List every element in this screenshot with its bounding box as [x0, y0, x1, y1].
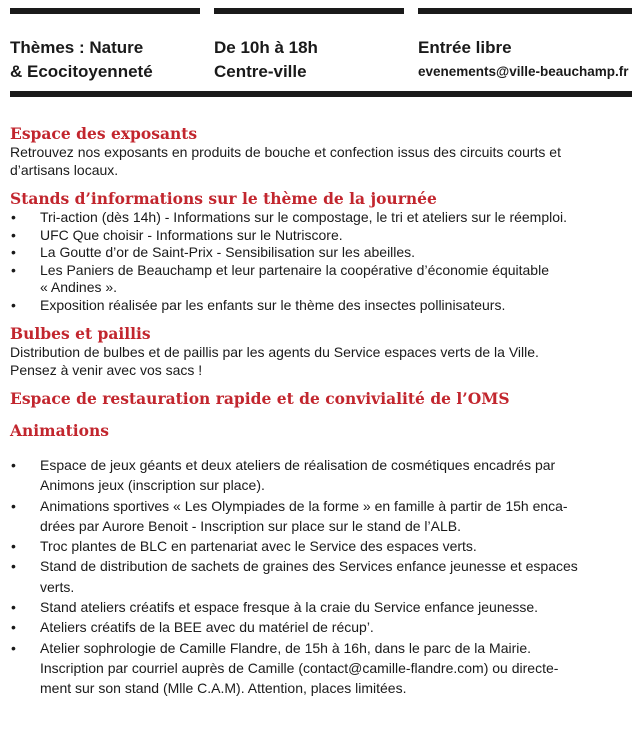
list-item	[10, 262, 635, 297]
list-item-line: La Goutte d’or de Saint-Prix - Sensibilisation sur les abeilles.	[40, 244, 416, 260]
list-item-line: verts.	[40, 578, 75, 595]
divider	[214, 8, 404, 14]
paragraph-line: Pensez à venir avec vos sacs !	[10, 361, 203, 378]
entry-text	[418, 36, 632, 84]
section-title: Stands d’informations sur le thème de la journée	[10, 189, 437, 208]
themes-column	[10, 8, 200, 84]
list-item	[10, 597, 635, 617]
section-animations	[10, 421, 635, 699]
bullet-icon: •	[11, 497, 16, 514]
list-item	[10, 209, 635, 227]
list-item-line: Stand ateliers créatifs et espace fresque à la craie du Service enfance jeunesse.	[40, 599, 539, 616]
list-item	[10, 297, 635, 315]
stands-list	[10, 209, 635, 314]
paragraph-line: Retrouvez nos exposants en produits de bouche et confection issus des circuits courts et	[10, 144, 561, 160]
list-item	[10, 617, 635, 637]
bullet-icon: •	[11, 599, 16, 616]
list-item-line: Inscription par courriel auprès de Camille (contact@camille-flandre.com) ou directe-	[40, 659, 559, 676]
section-title: Espace de restauration rapide et de convivialité de l’OMS	[10, 389, 510, 408]
paragraph-line: d’artisans locaux.	[10, 161, 119, 178]
divider	[10, 91, 632, 97]
bullet-icon: •	[11, 619, 16, 636]
info-bar	[0, 0, 644, 100]
paragraph-line: Distribution de bulbes et de paillis par les agents du Service espaces verts de la Ville.	[10, 344, 539, 360]
themes-line: Thèmes : Nature	[10, 38, 144, 57]
bullet-icon: •	[11, 558, 16, 575]
list-item-line: Les Paniers de Beauchamp et leur partenaire la coopérative d’économie équitable	[40, 261, 549, 278]
list-item-line: Animations sportives « Les Olympiades de la forme » en famille à partir de 15h enca-	[40, 497, 568, 514]
section-restauration	[10, 389, 635, 409]
entry-column	[418, 8, 632, 84]
section-stands	[10, 189, 635, 314]
list-item-line: Exposition réalisée par les enfants sur le thème des insectes pollinisateurs.	[40, 296, 506, 313]
bullet-icon: •	[11, 639, 16, 656]
bullet-icon: •	[11, 296, 16, 313]
list-item	[10, 244, 635, 262]
list-item	[10, 638, 635, 699]
themes-line: & Ecocitoyenneté	[10, 62, 153, 81]
list-item-line: Troc plantes de BLC en partenariat avec le Service des espaces verts.	[40, 538, 477, 555]
list-item-line: Ateliers créatifs de la BEE avec du matériel de récup’.	[40, 619, 374, 636]
bullet-icon: •	[11, 538, 16, 555]
section-exposants	[10, 124, 635, 179]
section-title: Espace des exposants	[10, 124, 198, 143]
list-item-line: UFC Que choisir - Informations sur le Nutriscore.	[40, 226, 343, 243]
list-item-line: ment sur son stand (Mlle C.A.M). Attention, places limitées.	[40, 680, 407, 697]
entry-line: Entrée libre	[418, 38, 512, 57]
list-item-line: Espace de jeux géants et deux ateliers de réalisation de cosmétiques encadrés par	[40, 457, 556, 473]
contact-email: evenements@ville-beauchamp.fr	[418, 64, 629, 79]
list-item-line: Tri-action (dès 14h) - Informations sur le compostage, le tri et ateliers sur le réemploi.	[40, 209, 568, 225]
bullet-icon: •	[11, 261, 16, 278]
list-item	[10, 556, 635, 597]
themes-text	[10, 36, 200, 84]
list-item-line: Animons jeux (inscription sur place).	[40, 477, 265, 494]
list-item	[10, 455, 635, 496]
location-line: Centre-ville	[214, 62, 307, 81]
program-content	[10, 124, 635, 699]
bullet-icon: •	[11, 457, 16, 473]
animations-list	[10, 455, 635, 699]
bullet-icon: •	[11, 244, 16, 260]
list-item-line: « Andines ».	[40, 279, 118, 295]
section-title: Animations	[10, 421, 110, 440]
divider	[10, 8, 200, 14]
list-item-line: Atelier sophrologie de Camille Flandre, de 15h à 16h, dans le parc de la Mairie.	[40, 639, 532, 656]
hours-line: De 10h à 18h	[214, 38, 318, 57]
hours-text	[214, 36, 404, 84]
list-item-line: Stand de distribution de sachets de graines des Services enfance jeunesse et espaces	[40, 558, 578, 575]
divider	[418, 8, 632, 14]
list-item	[10, 536, 635, 556]
section-bulbes	[10, 324, 635, 379]
hours-column	[214, 8, 404, 84]
section-title: Bulbes et paillis	[10, 324, 151, 343]
bullet-icon: •	[11, 209, 16, 225]
list-item	[10, 496, 635, 537]
bullet-icon: •	[11, 226, 16, 243]
list-item	[10, 227, 635, 245]
list-item-line: drées par Aurore Benoit - Inscription sur place sur le stand de l’ALB.	[40, 517, 461, 534]
